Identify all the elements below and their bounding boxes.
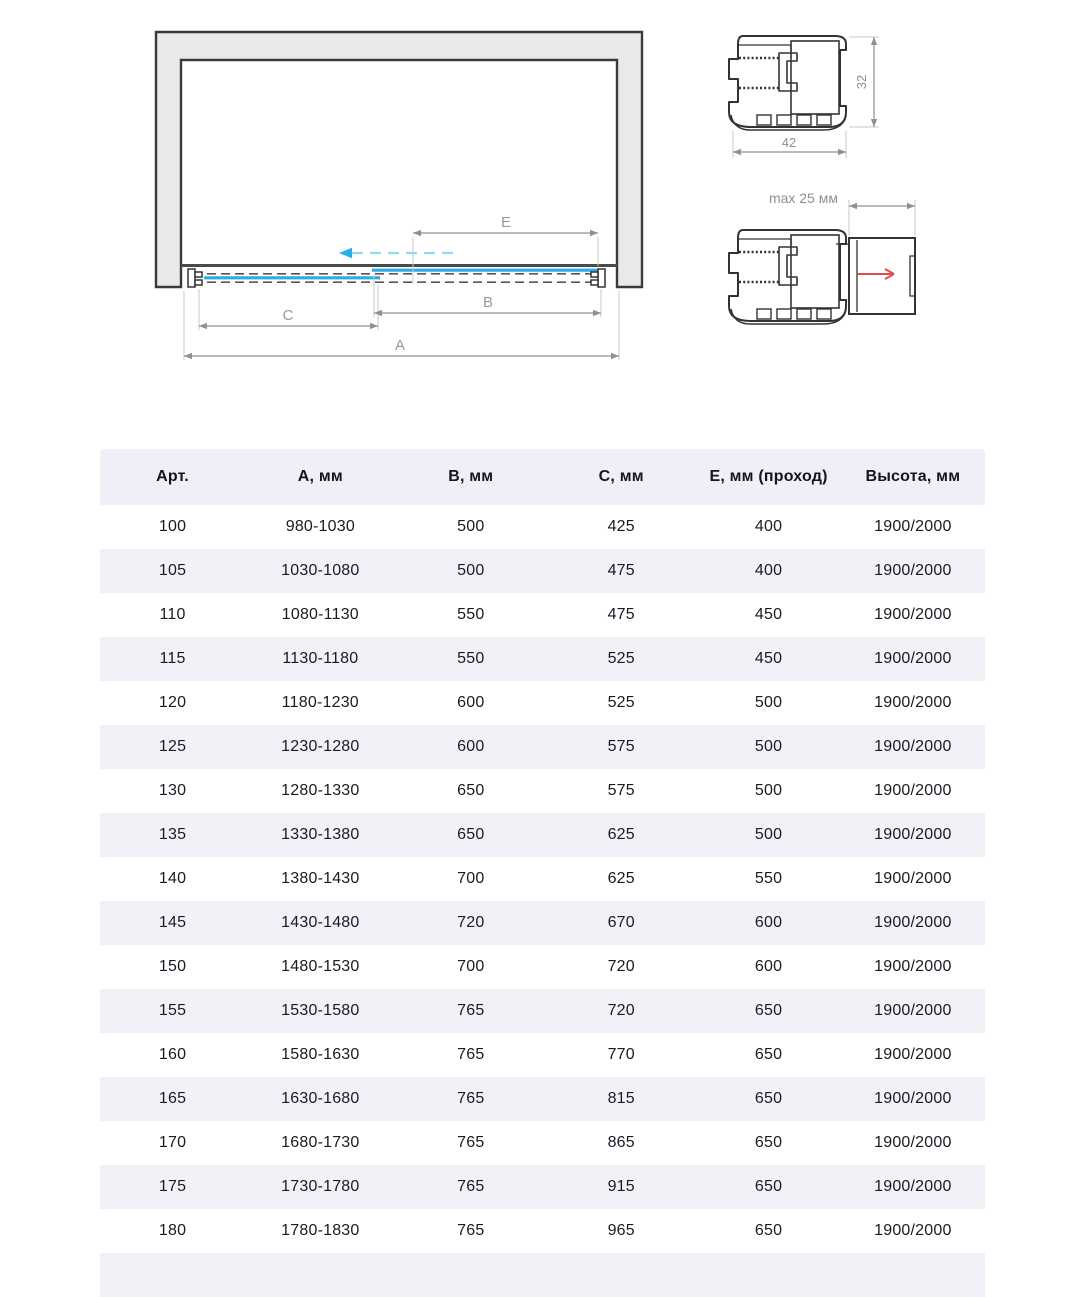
table-cell: 475	[607, 562, 635, 579]
table-cell: 980-1030	[285, 518, 355, 535]
table-cell: 600	[754, 914, 783, 931]
table-row	[100, 1033, 985, 1077]
table-cell: 115	[159, 650, 186, 667]
table-cell: 400	[754, 518, 783, 535]
table-cell: 125	[158, 738, 187, 755]
dimension-c-label: C	[282, 307, 294, 324]
table-row	[100, 1121, 985, 1165]
table-cell: 1480-1530	[281, 958, 360, 975]
table-cell: 670	[607, 914, 635, 931]
table-cell: 650	[754, 1046, 783, 1063]
table-cell: 815	[607, 1090, 635, 1107]
table-cell: 650	[754, 1002, 783, 1019]
table-row	[100, 505, 985, 549]
table-cell: 765	[457, 1222, 485, 1239]
table-cell: 110	[159, 606, 186, 623]
wall-outline	[156, 32, 642, 287]
table-cell: 175	[158, 1178, 187, 1195]
table-cell: 650	[457, 826, 485, 843]
table-cell: 915	[607, 1178, 635, 1195]
drawings-section	[0, 0, 1087, 440]
column-header: Высота, мм	[841, 449, 985, 505]
table-cell: 550	[457, 650, 485, 667]
size-spec-table	[100, 449, 985, 1253]
profile-height-label: 32	[854, 74, 869, 90]
table-cell: 650	[754, 1134, 783, 1151]
table-cell: 1900/2000	[874, 1178, 952, 1195]
table-cell: 1080-1130	[281, 606, 359, 623]
dimension-32	[849, 37, 879, 127]
table-cell: 1730-1780	[281, 1178, 360, 1195]
table-head	[100, 449, 985, 505]
table-cell: 1280-1330	[281, 782, 360, 799]
dimension-42	[733, 131, 846, 158]
profile-sections	[700, 20, 1087, 340]
dimension-a-label: A	[394, 337, 406, 354]
table-row	[100, 769, 985, 813]
table-cell: 650	[754, 1090, 783, 1107]
table-cell: 1230-1280	[281, 738, 360, 755]
table-cell: 160	[158, 1046, 187, 1063]
table-row	[100, 549, 985, 593]
table-cell: 140	[158, 870, 187, 887]
table-cell: 165	[158, 1090, 187, 1107]
table-cell: 1030-1080	[281, 562, 360, 579]
table-body	[100, 505, 985, 1253]
table-row	[100, 1209, 985, 1253]
table-row	[100, 681, 985, 725]
table-cell: 1780-1830	[281, 1222, 360, 1239]
right-wall-profile-bracket	[591, 269, 605, 287]
table-cell: 145	[158, 914, 187, 931]
table-cell: 575	[607, 738, 635, 755]
table-cell: 450	[754, 650, 783, 667]
table-cell: 500	[754, 782, 783, 799]
table-cell: 1900/2000	[874, 958, 952, 975]
table-row	[100, 901, 985, 945]
table-cell: 650	[754, 1178, 783, 1195]
table-cell: 1130-1180	[282, 650, 359, 667]
column-header: А, мм	[245, 449, 395, 505]
table-cell: 1900/2000	[874, 870, 952, 887]
table-cell: 1580-1630	[281, 1046, 360, 1063]
table-cell: 1900/2000	[874, 694, 952, 711]
table-cell: 1900/2000	[874, 1134, 952, 1151]
table-cell: 700	[457, 958, 485, 975]
table-cell: 865	[607, 1134, 635, 1151]
table-cell: 500	[457, 562, 485, 579]
table-cell: 1900/2000	[874, 562, 952, 579]
table-row	[100, 857, 985, 901]
table-cell: 765	[457, 1046, 485, 1063]
table-cell: 965	[607, 1222, 635, 1239]
dimension-a	[184, 337, 619, 359]
table-row	[100, 1165, 985, 1209]
table-row	[100, 813, 985, 857]
dimension-b	[374, 294, 601, 316]
wall-profile-extension-section	[729, 190, 915, 324]
table-cell: 1380-1430	[281, 870, 360, 887]
dimension-c	[199, 307, 378, 329]
table-cell: 135	[158, 826, 187, 843]
max-gap-label: max 25 мм	[768, 190, 838, 206]
table-cell: 765	[457, 1090, 485, 1107]
table-cell: 1900/2000	[874, 826, 952, 843]
table-cell: 1900/2000	[874, 782, 952, 799]
table-cell: 765	[457, 1134, 485, 1151]
dimension-e-label: E	[500, 214, 512, 231]
table-cell: 650	[754, 1222, 783, 1239]
table-cell: 600	[457, 694, 485, 711]
profile-width-label: 42	[781, 135, 797, 150]
size-table	[100, 449, 985, 1253]
table-cell: 180	[158, 1222, 187, 1239]
table-cell: 155	[158, 1002, 187, 1019]
dimension-b-label: B	[482, 294, 494, 311]
table-row	[100, 725, 985, 769]
table-cell: 720	[607, 1002, 635, 1019]
table-cell: 1900/2000	[874, 1090, 952, 1107]
table-cell: 1900/2000	[874, 914, 952, 931]
table-cell: 550	[457, 606, 485, 623]
table-cell: 1900/2000	[874, 738, 952, 755]
wall-profile-42x32-section	[729, 36, 879, 158]
niche-sliding-door-top-view	[130, 10, 675, 385]
table-row	[100, 989, 985, 1033]
table-row	[100, 637, 985, 681]
table-cell: 100	[158, 518, 187, 535]
table-cell: 625	[607, 826, 635, 843]
extension-connector	[836, 238, 915, 314]
table-cell: 765	[457, 1178, 485, 1195]
partial-next-row	[100, 1253, 985, 1297]
table-cell: 105	[158, 562, 187, 579]
slide-direction-arrow-icon	[339, 248, 458, 258]
table-cell: 575	[607, 782, 635, 799]
table-cell: 500	[754, 826, 783, 843]
table-cell: 130	[158, 782, 187, 799]
table-cell: 425	[607, 518, 635, 535]
table-row	[100, 593, 985, 637]
table-cell: 1900/2000	[874, 1046, 952, 1063]
table-cell: 525	[607, 650, 635, 667]
dimension-e	[413, 214, 598, 236]
table-cell: 1330-1380	[281, 826, 360, 843]
table-header-row	[100, 449, 985, 505]
table-cell: 1180-1230	[281, 694, 359, 711]
table-cell: 650	[457, 782, 485, 799]
table-cell: 1900/2000	[874, 1222, 952, 1239]
table-cell: 765	[457, 1002, 485, 1019]
left-wall-profile-bracket	[188, 269, 202, 287]
table-cell: 500	[754, 738, 783, 755]
table-cell: 700	[457, 870, 485, 887]
table-cell: 550	[754, 870, 783, 887]
table-cell: 120	[158, 694, 187, 711]
table-cell: 770	[607, 1046, 635, 1063]
column-header: В, мм	[396, 449, 546, 505]
column-header: Е, мм (проход)	[696, 449, 840, 505]
table-row	[100, 1077, 985, 1121]
table-cell: 500	[754, 694, 783, 711]
table-cell: 1900/2000	[874, 650, 952, 667]
table-cell: 525	[607, 694, 635, 711]
table-cell: 720	[607, 958, 635, 975]
column-header: С, мм	[546, 449, 696, 505]
table-cell: 1900/2000	[874, 518, 952, 535]
table-cell: 475	[607, 606, 635, 623]
table-cell: 150	[158, 958, 187, 975]
table-cell: 170	[158, 1134, 187, 1151]
table-cell: 450	[754, 606, 783, 623]
table-cell: 1900/2000	[874, 1002, 952, 1019]
table-cell: 1900/2000	[874, 606, 952, 623]
table-cell: 400	[754, 562, 783, 579]
column-header: Арт.	[100, 449, 245, 505]
table-cell: 1630-1680	[281, 1090, 360, 1107]
table-cell: 600	[457, 738, 485, 755]
table-cell: 500	[457, 518, 485, 535]
table-row	[100, 945, 985, 989]
table-cell: 1430-1480	[281, 914, 360, 931]
table-cell: 600	[754, 958, 783, 975]
table-cell: 1530-1580	[281, 1002, 360, 1019]
table-cell: 1680-1730	[281, 1134, 360, 1151]
table-cell: 720	[457, 914, 485, 931]
table-cell: 625	[607, 870, 635, 887]
